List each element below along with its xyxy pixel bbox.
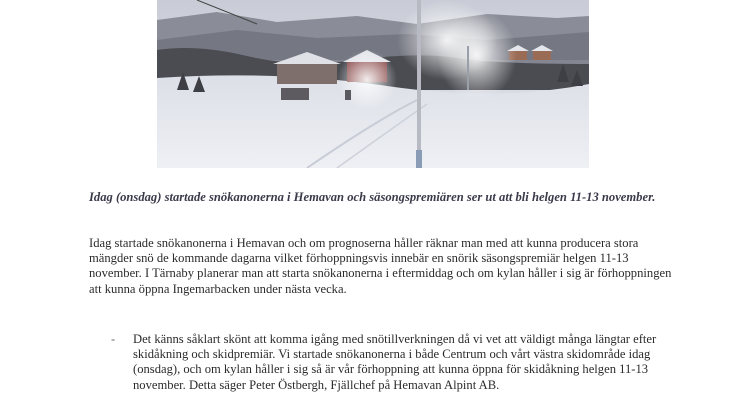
quote-text: Det känns såklart skönt att komma igång med snötillverkningen då vi vet att väldigt många längtar efter skidåkning och skidpremiär. Vi startade snökanonerna i både Centrum och vårt västra skidområde idag (onsdag), och om kylan håller i sig så är vår förhoppning att kunna öppna för skidåkning helgen 11-13 november. Detta säger Peter Östbergh, Fjällchef på Hemavan Alpint AB.: [133, 332, 657, 392]
article-photo: [157, 0, 589, 168]
list-bullet: -: [111, 332, 116, 346]
article-lead: Idag (onsdag) startade snökanonerna i Hemavan och säsongspremiären ser ut att bli helgen 11-13 november.: [89, 190, 656, 204]
quote-list-item: [111, 332, 671, 393]
article-paragraph: Idag startade snökanonerna i Hemavan och om prognoserna håller räknar man med att kunna producera stora mängder snö de kommande dagarna vilket förhoppningsvis innebär en snörik säsongspremiär helgen 11-13 november. I Tärnaby planerar man att starta snökanonerna i eftermiddag och om kylan håller i sig är förhoppningen att kunna öppna Ingemarbacken under nästa vecka.: [89, 236, 672, 296]
